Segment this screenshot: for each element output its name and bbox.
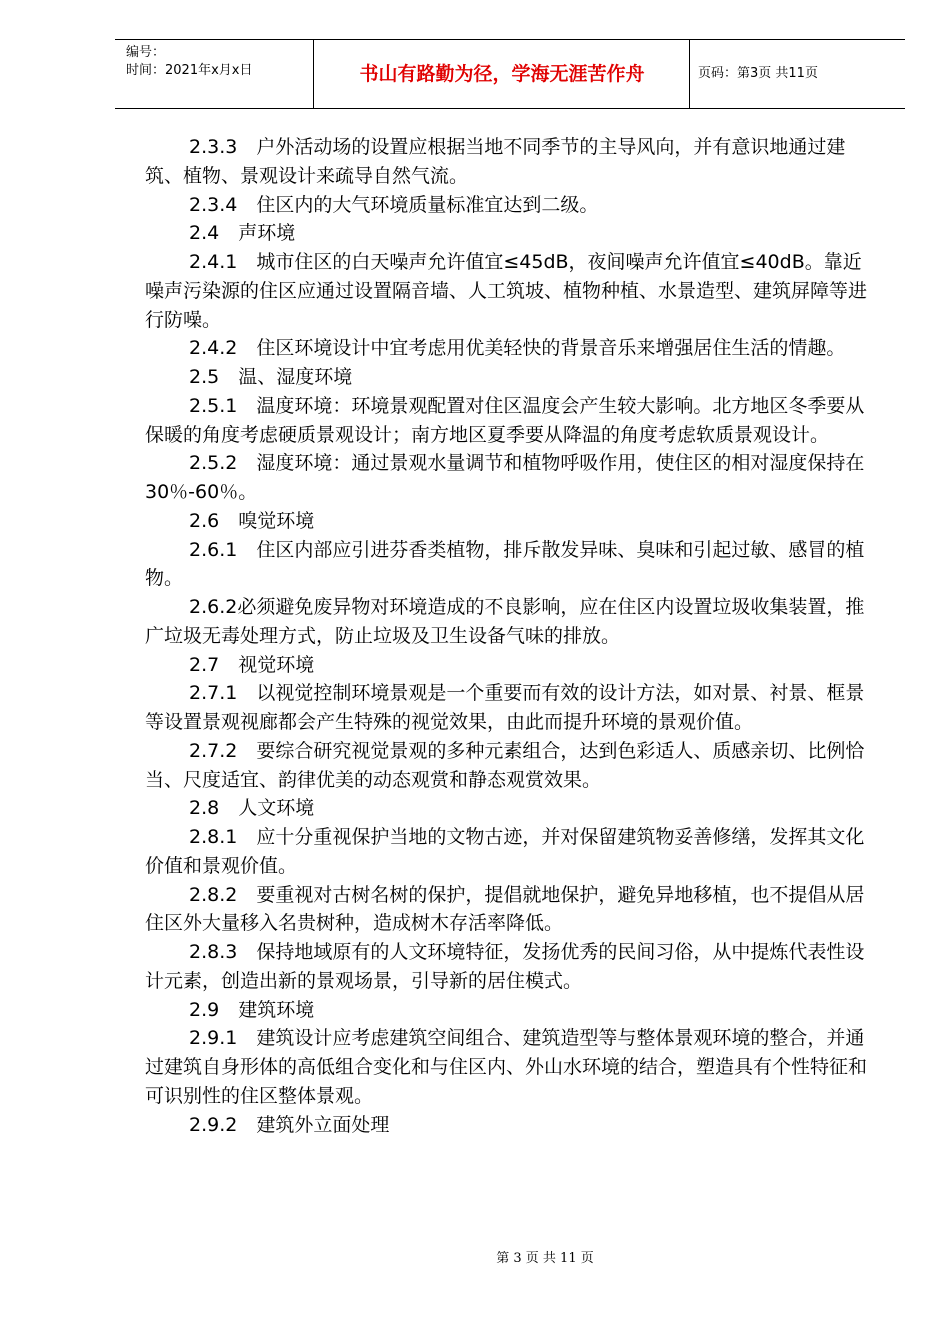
page-footer: 第 3 页 共 11 页 [496,1251,594,1266]
paragraph-2-3-4: 2.3.4 住区内的大气环境质量标准宜达到二级。 [189,193,599,216]
section-heading-2-5: 2.5 温、湿度环境 [189,366,353,388]
section-heading-2-7: 2.7 视觉环境 [189,653,315,676]
paragraph-2-8-2: 2.8.2 要重视对古树名树的保护，提倡就地保护，避免异地移植，也不提倡从居住区外大量移入名贵树种，造成树木存活率降低。 [145,883,865,935]
paragraph-2-9-2: 2.9.2 建筑外立面处理 [189,1113,390,1136]
paragraph-2-6-1: 2.6.1 住区内部应引进芬香类植物，排斥散发异味、臭味和引起过敏、感冒的植物。 [145,538,865,590]
paragraph-2-4-1: 2.4.1 城市住区的白天噪声允许值宜≤45dB，夜间噪声允许值宜≤40dB。靠近噪声污染源的住区应通过设置隔音墙、人工筑坡、植物种植、水景造型、建筑屏障等进行防噪。 [145,251,868,331]
document-time-label: 时间：2021年x月x日 [126,63,253,78]
section-heading-2-6: 2.6 嗅觉环境 [189,509,315,532]
section-heading-2-9: 2.9 建筑环境 [189,998,315,1021]
header-page-info: 页码：第3页 共11页 [698,66,818,81]
paragraph-2-9-1: 2.9.1 建筑设计应考虑建筑空间组合、建筑造型等与整体景观环境的整合，并通过建筑自身形体的高低组合变化和与住区内、外山水环境的结合，塑造具有个性特征和可识别性的住区整体景观。 [145,1027,868,1107]
section-heading-2-4: 2.4 声环境 [189,222,296,245]
document-number-label: 编号： [126,45,166,60]
paragraph-2-4-2: 2.4.2 住区环境设计中宜考虑用优美轻快的背景音乐来增强居住生活的情趣。 [189,337,846,360]
paragraph-2-7-1: 2.7.1 以视觉控制环境景观是一个重要而有效的设计方法，如对景、衬景、框景等设置景观视廊都会产生特殊的视觉效果，由此而提升环境的景观价值。 [145,682,865,733]
paragraph-2-8-1: 2.8.1 应十分重视保护当地的文物古迹，并对保留建筑物妥善修缮，发挥其文化价值和景观价值。 [145,826,865,877]
paragraph-2-5-2: 2.5.2 湿度环境：通过景观水量调节和植物呼吸作用，使住区的相对湿度保持在30％-60％。 [145,452,865,503]
paragraph-2-7-2: 2.7.2 要综合研究视觉景观的多种元素组合，达到色彩适人、质感亲切、比例恰当、尺度适宜、韵律优美的动态观赏和静态观赏效果。 [145,739,865,791]
document-body [145,133,880,1139]
page-header [115,39,905,109]
header-meta [115,40,314,108]
section-heading-2-8: 2.8 人文环境 [189,797,315,820]
paragraph-2-6-2: 2.6.2必须避免废异物对环境造成的不良影响，应在住区内设置垃圾收集装置，推广垃圾无毒处理方式，防止垃圾及卫生设备气味的排放。 [145,596,865,647]
header-motto: 书山有路勤为径，学海无涯苦作舟 [315,40,690,108]
paragraph-2-8-3: 2.8.3 保持地域原有的人文环境特征，发扬优秀的民间习俗，从中提炼代表性设计元素，创造出新的景观场景，引导新的居住模式。 [145,941,865,992]
paragraph-2-5-1: 2.5.1 温度环境：环境景观配置对住区温度会产生较大影响。北方地区冬季要从保暖的角度考虑硬质景观设计；南方地区夏季要从降温的角度考虑软质景观设计。 [145,394,865,446]
paragraph-2-3-3: 2.3.3 户外活动场的设置应根据当地不同季节的主导风向，并有意识地通过建筑、植物、景观设计来疏导自然气流。 [145,136,846,187]
